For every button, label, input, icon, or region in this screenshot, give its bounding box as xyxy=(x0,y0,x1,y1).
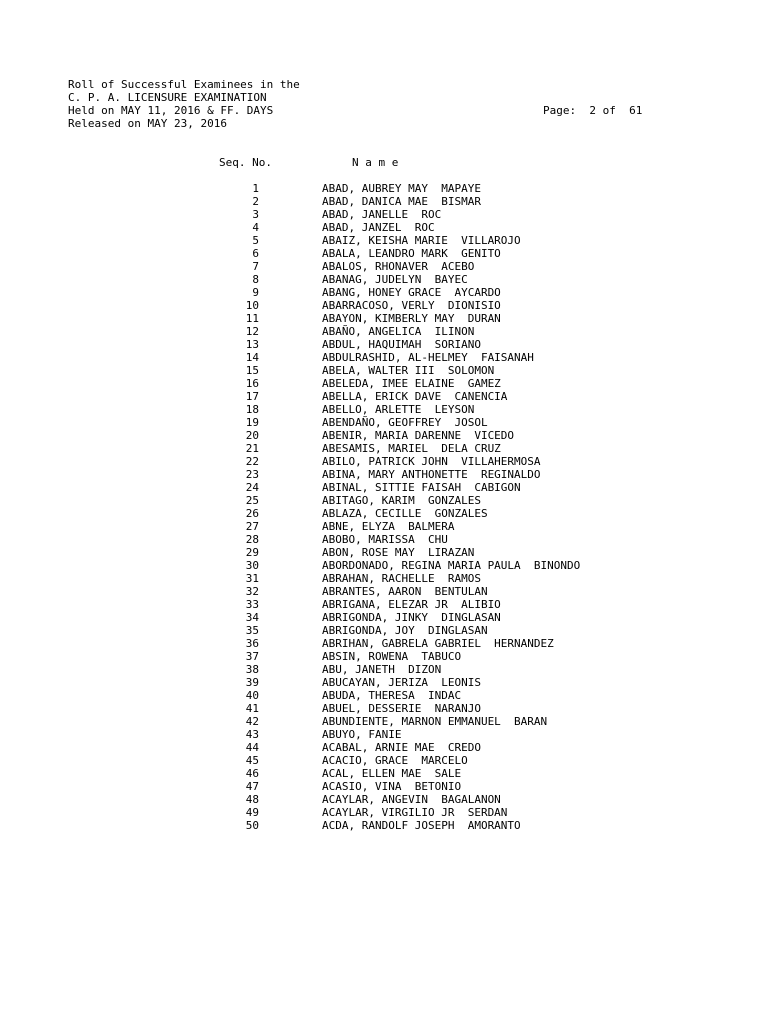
list-item xyxy=(0,195,768,208)
list-item xyxy=(0,676,768,689)
examinee-name: ABITAGO, KARIM GONZALES xyxy=(322,494,481,507)
examinee-name: ABAYON, KIMBERLY MAY DURAN xyxy=(322,312,501,325)
list-item xyxy=(0,611,768,624)
seq-number: 44 xyxy=(245,741,259,754)
seq-number: 32 xyxy=(245,585,259,598)
examinee-name: ABRIGONDA, JINKY DINGLASAN xyxy=(322,611,501,624)
column-header-name: N a m e xyxy=(352,156,399,169)
seq-number: 25 xyxy=(245,494,259,507)
seq-number: 48 xyxy=(245,793,259,806)
examinee-name: ACABAL, ARNIE MAE CREDO xyxy=(322,741,481,754)
seq-number: 15 xyxy=(245,364,259,377)
examinee-name: ABESAMIS, MARIEL DELA CRUZ xyxy=(322,442,501,455)
header-exam-name: C. P. A. LICENSURE EXAMINATION xyxy=(68,91,267,104)
seq-number: 35 xyxy=(245,624,259,637)
examinee-name: ABDULRASHID, AL-HELMEY FAISANAH xyxy=(322,351,534,364)
list-item xyxy=(0,494,768,507)
list-item xyxy=(0,260,768,273)
seq-number: 2 xyxy=(252,195,259,208)
list-item xyxy=(0,390,768,403)
list-item xyxy=(0,325,768,338)
seq-number: 14 xyxy=(245,351,259,364)
list-item xyxy=(0,455,768,468)
seq-number: 20 xyxy=(245,429,259,442)
examinee-name: ABRIGONDA, JOY DINGLASAN xyxy=(322,624,488,637)
examinee-name: ABON, ROSE MAY LIRAZAN xyxy=(322,546,475,559)
list-item xyxy=(0,351,768,364)
seq-number: 41 xyxy=(245,702,259,715)
examinee-name: ABU, JANETH DIZON xyxy=(322,663,442,676)
seq-number: 1 xyxy=(252,182,259,195)
seq-number: 33 xyxy=(245,598,259,611)
seq-number: 37 xyxy=(245,650,259,663)
list-item xyxy=(0,182,768,195)
examinee-name: ABELA, WALTER III SOLOMON xyxy=(322,364,495,377)
seq-number: 16 xyxy=(245,377,259,390)
list-item xyxy=(0,793,768,806)
seq-number: 9 xyxy=(252,286,259,299)
examinee-name: ABALA, LEANDRO MARK GENITO xyxy=(322,247,501,260)
examinee-name: ACAYLAR, ANGEVIN BAGALANON xyxy=(322,793,501,806)
column-header-seq: Seq. No. xyxy=(219,156,272,169)
seq-number: 7 xyxy=(252,260,259,273)
examinee-name: ABRIGANA, ELEZAR JR ALIBIO xyxy=(322,598,501,611)
seq-number: 50 xyxy=(245,819,259,832)
seq-number: 17 xyxy=(245,390,259,403)
list-item xyxy=(0,806,768,819)
seq-number: 21 xyxy=(245,442,259,455)
seq-number: 23 xyxy=(245,468,259,481)
list-item xyxy=(0,468,768,481)
examinee-name: ABELEDA, IMEE ELAINE GAMEZ xyxy=(322,377,501,390)
examinee-name: ABLAZA, CECILLE GONZALES xyxy=(322,507,488,520)
examinee-name: ABRANTES, AARON BENTULAN xyxy=(322,585,488,598)
seq-number: 38 xyxy=(245,663,259,676)
list-item xyxy=(0,247,768,260)
list-item xyxy=(0,286,768,299)
examinee-name: ABELLA, ERICK DAVE CANENCIA xyxy=(322,390,508,403)
seq-number: 5 xyxy=(252,234,259,247)
examinee-name: ABUDA, THERESA INDAC xyxy=(322,689,462,702)
examinee-name: ABELLO, ARLETTE LEYSON xyxy=(322,403,475,416)
examinee-name: ABOBO, MARISSA CHU xyxy=(322,533,448,546)
seq-number: 19 xyxy=(245,416,259,429)
list-item xyxy=(0,234,768,247)
examinee-name: ABRAHAN, RACHELLE RAMOS xyxy=(322,572,481,585)
list-item xyxy=(0,416,768,429)
seq-number: 3 xyxy=(252,208,259,221)
list-item xyxy=(0,364,768,377)
list-item xyxy=(0,221,768,234)
list-item xyxy=(0,559,768,572)
examinee-name: ABINA, MARY ANTHONETTE REGINALDO xyxy=(322,468,541,481)
seq-number: 12 xyxy=(245,325,259,338)
seq-number: 43 xyxy=(245,728,259,741)
examinee-name: ABAD, AUBREY MAY MAPAYE xyxy=(322,182,481,195)
examinee-name: ABAIZ, KEISHA MARIE VILLAROJO xyxy=(322,234,521,247)
seq-number: 6 xyxy=(252,247,259,260)
seq-number: 47 xyxy=(245,780,259,793)
seq-number: 34 xyxy=(245,611,259,624)
examinee-name: ABAD, DANICA MAE BISMAR xyxy=(322,195,481,208)
seq-number: 22 xyxy=(245,455,259,468)
seq-number: 11 xyxy=(245,312,259,325)
seq-number: 27 xyxy=(245,520,259,533)
list-item xyxy=(0,650,768,663)
examinee-name: ABAD, JANZEL ROC xyxy=(322,221,435,234)
list-item xyxy=(0,377,768,390)
seq-number: 36 xyxy=(245,637,259,650)
examinee-name: ABENIR, MARIA DARENNE VICEDO xyxy=(322,429,515,442)
list-item xyxy=(0,429,768,442)
examinee-name: ABUYO, FANIE xyxy=(322,728,402,741)
list-item xyxy=(0,702,768,715)
list-item xyxy=(0,689,768,702)
header-title-line: Roll of Successful Examinees in the xyxy=(68,78,300,91)
examinee-name: ABDUL, HAQUIMAH SORIANO xyxy=(322,338,481,351)
examinee-name: ABANG, HONEY GRACE AYCARDO xyxy=(322,286,501,299)
header-held-date: Held on MAY 11, 2016 & FF. DAYS xyxy=(68,104,274,117)
seq-number: 13 xyxy=(245,338,259,351)
examinee-name: ABALOS, RHONAVER ACEBO xyxy=(322,260,475,273)
list-item xyxy=(0,299,768,312)
list-item xyxy=(0,273,768,286)
examinee-name: ABINAL, SITTIE FAISAH CABIGON xyxy=(322,481,521,494)
examinee-name: ABRIHAN, GABRELA GABRIEL HERNANDEZ xyxy=(322,637,554,650)
seq-number: 24 xyxy=(245,481,259,494)
list-item xyxy=(0,338,768,351)
list-item xyxy=(0,819,768,832)
seq-number: 31 xyxy=(245,572,259,585)
list-item xyxy=(0,780,768,793)
seq-number: 30 xyxy=(245,559,259,572)
examinee-name: ACASIO, VINA BETONIO xyxy=(322,780,462,793)
seq-number: 46 xyxy=(245,767,259,780)
seq-number: 45 xyxy=(245,754,259,767)
document-header xyxy=(68,78,300,130)
examinee-name: ACAYLAR, VIRGILIO JR SERDAN xyxy=(322,806,508,819)
list-item xyxy=(0,481,768,494)
examinee-list xyxy=(0,182,768,832)
examinee-name: ABANAG, JUDELYN BAYEC xyxy=(322,273,468,286)
page-number: Page: 2 of 61 xyxy=(543,104,643,117)
examinee-name: ABUCAYAN, JERIZA LEONIS xyxy=(322,676,481,689)
list-item xyxy=(0,403,768,416)
list-item xyxy=(0,637,768,650)
list-item xyxy=(0,767,768,780)
seq-number: 49 xyxy=(245,806,259,819)
examinee-name: ABARRACOSO, VERLY DIONISIO xyxy=(322,299,501,312)
examinee-name: ABAÑO, ANGELICA ILINON xyxy=(322,325,475,338)
header-released-date: Released on MAY 23, 2016 xyxy=(68,117,227,130)
list-item xyxy=(0,442,768,455)
seq-number: 42 xyxy=(245,715,259,728)
seq-number: 4 xyxy=(252,221,259,234)
list-item xyxy=(0,572,768,585)
examinee-name: ABNE, ELYZA BALMERA xyxy=(322,520,455,533)
list-item xyxy=(0,208,768,221)
seq-number: 29 xyxy=(245,546,259,559)
seq-number: 18 xyxy=(245,403,259,416)
list-item xyxy=(0,312,768,325)
seq-number: 28 xyxy=(245,533,259,546)
list-item xyxy=(0,741,768,754)
seq-number: 40 xyxy=(245,689,259,702)
examinee-name: ACAL, ELLEN MAE SALE xyxy=(322,767,462,780)
seq-number: 39 xyxy=(245,676,259,689)
examinee-name: ABSIN, ROWENA TABUCO xyxy=(322,650,462,663)
list-item xyxy=(0,624,768,637)
examinee-name: ABILO, PATRICK JOHN VILLAHERMOSA xyxy=(322,455,541,468)
seq-number: 10 xyxy=(245,299,259,312)
seq-number: 26 xyxy=(245,507,259,520)
examinee-name: ABORDONADO, REGINA MARIA PAULA BINONDO xyxy=(322,559,581,572)
list-item xyxy=(0,598,768,611)
list-item xyxy=(0,728,768,741)
list-item xyxy=(0,585,768,598)
list-item xyxy=(0,546,768,559)
examinee-name: ABUNDIENTE, MARNON EMMANUEL BARAN xyxy=(322,715,548,728)
examinee-name: ABUEL, DESSERIE NARANJO xyxy=(322,702,481,715)
list-item xyxy=(0,663,768,676)
list-item xyxy=(0,520,768,533)
list-item xyxy=(0,507,768,520)
list-item xyxy=(0,533,768,546)
list-item xyxy=(0,754,768,767)
examinee-name: ABAD, JANELLE ROC xyxy=(322,208,442,221)
examinee-name: ABENDAÑO, GEOFFREY JOSOL xyxy=(322,416,488,429)
examinee-name: ACACIO, GRACE MARCELO xyxy=(322,754,468,767)
list-item xyxy=(0,715,768,728)
examinee-name: ACDA, RANDOLF JOSEPH AMORANTO xyxy=(322,819,521,832)
seq-number: 8 xyxy=(252,273,259,286)
